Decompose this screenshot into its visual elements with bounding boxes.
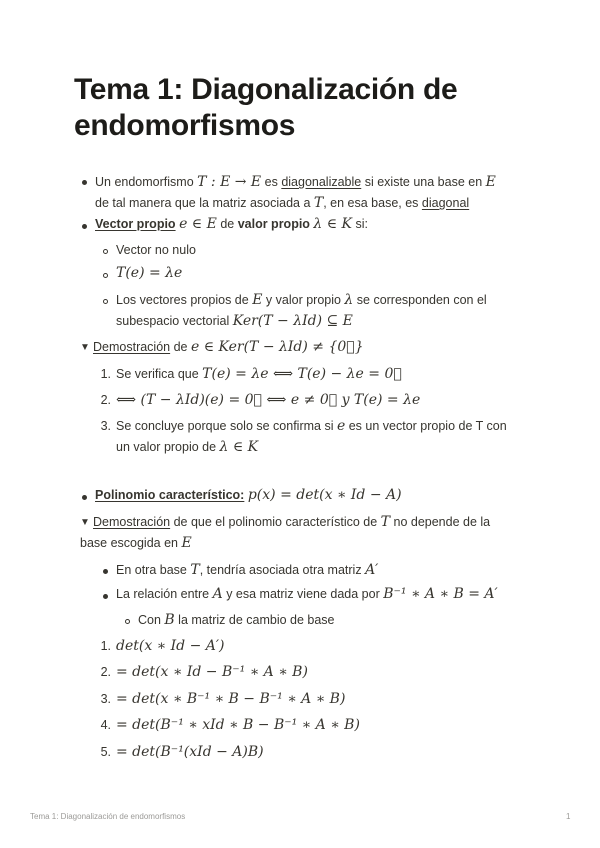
list-number: 2. [100, 665, 111, 679]
math: E [252, 292, 263, 308]
math: p(x) = det(x ∗ Id − A) [247, 487, 402, 503]
list-number: 3. [100, 692, 111, 706]
text: valor propio [237, 217, 310, 231]
polinomio-caracteristico [95, 485, 535, 506]
math: E [181, 535, 192, 551]
definition-endomorfismo [95, 172, 535, 214]
text: es un vector propio de T con [345, 419, 507, 433]
list-number: 5. [100, 745, 111, 759]
math: λ ∈ K [313, 216, 353, 232]
demostracion-link[interactable]: Demostración [93, 340, 171, 354]
bullet-dot-icon [103, 594, 108, 599]
circle-bullet-icon [103, 299, 108, 304]
text: Un endomorfismo [95, 175, 198, 189]
text: de [170, 340, 191, 354]
text: si existe una base en [361, 175, 486, 189]
math: λ [344, 292, 354, 308]
math: E [485, 174, 496, 190]
toggle-triangle-icon[interactable]: ▼ [80, 517, 90, 528]
text: subespacio vectorial [116, 314, 233, 328]
text: , tendría asociada otra matriz [199, 563, 366, 577]
list-number: 2. [100, 393, 111, 407]
list-number: 1. [100, 639, 111, 653]
text: y esa matriz viene dada por [222, 587, 384, 601]
text: es [261, 175, 282, 189]
text: de [216, 217, 238, 231]
text: y valor propio [262, 293, 345, 307]
list-number: 3. [100, 419, 111, 433]
text: de que el polinomio característico de [170, 515, 381, 529]
list-number: 1. [100, 367, 111, 381]
demostracion-toggle-2-cont [80, 533, 520, 554]
bullet-dot-icon [82, 224, 87, 229]
text: se corresponden con el [353, 293, 487, 307]
text: un valor propio de [116, 440, 220, 454]
circle-bullet-icon [125, 619, 130, 624]
text: Se concluye porque solo se confirma si [116, 419, 337, 433]
math: T [313, 195, 324, 211]
bullet-dot-icon [103, 569, 108, 574]
text: Se verifica que [116, 367, 203, 381]
page-title: Tema 1: Diagonalización de endomorfismos [74, 73, 458, 142]
step-formula: det(x ∗ Id − A′) [116, 638, 225, 654]
text: si: [352, 217, 369, 231]
polinomio-link[interactable]: Polinomio característico: [95, 488, 245, 502]
diagonalizable-link[interactable]: diagonalizable [281, 175, 362, 189]
text: la matriz de cambio de base [174, 613, 335, 627]
demostracion-toggle[interactable] [93, 337, 533, 358]
list-item [116, 560, 378, 581]
step-formula: = det(x ∗ Id − B⁻¹ ∗ A ∗ B) [116, 664, 308, 680]
math: e ∈ Ker(T − λId) ≠ {0⃗} [190, 339, 364, 355]
bullet-dot-icon [82, 180, 87, 185]
math: e ∈ E [179, 216, 217, 232]
list-item: ⟺ (T − λId)(e) = 0⃗ ⟺ e ≠ 0⃗ y T(e) = λe [116, 392, 421, 408]
list-item [116, 364, 402, 385]
circle-bullet-icon [103, 249, 108, 254]
math: T(e) = λe ⟺ T(e) − λe = 0⃗ [202, 366, 402, 382]
page-number: 1 [566, 812, 571, 821]
math: T [190, 562, 200, 578]
step-formula: = det(B⁻¹ ∗ xId ∗ B − B⁻¹ ∗ A ∗ B) [116, 717, 360, 733]
list-item: Vector no nulo [116, 243, 196, 257]
text: , en esa base, es [323, 196, 422, 210]
text: de tal manera que la matriz asociada a [95, 196, 314, 210]
math: B⁻¹ ∗ A ∗ B = A′ [383, 586, 498, 602]
math: A [212, 586, 223, 602]
math: λ ∈ K [219, 439, 259, 455]
demostracion-link[interactable]: Demostración [93, 515, 171, 529]
list-item: T(e) = λe [116, 265, 183, 281]
math: Ker(T − λId) ⊆ E [232, 313, 353, 329]
math: T [380, 514, 391, 530]
list-item [116, 416, 536, 458]
text: Los vectores propios de [116, 293, 253, 307]
list-item [116, 290, 536, 332]
bullet-dot-icon [82, 495, 87, 500]
circle-bullet-icon [103, 273, 108, 278]
list-item [116, 584, 498, 605]
list-item [138, 610, 335, 631]
text: no depende de la [390, 515, 491, 529]
vector-propio-heading [95, 214, 535, 235]
step-formula: = det(x ∗ B⁻¹ ∗ B − B⁻¹ ∗ A ∗ B) [116, 691, 346, 707]
text: En otra base [116, 563, 191, 577]
math: A′ [365, 562, 379, 578]
math: e [336, 418, 346, 434]
vector-propio-link[interactable]: Vector propio [95, 217, 176, 231]
text: base escogida en [80, 536, 182, 550]
footer-title: Tema 1: Diagonalización de endomorfismos [30, 812, 186, 821]
step-formula: = det(B⁻¹(xId − A)B) [116, 744, 264, 760]
math: B [164, 612, 175, 628]
text: La relación entre [116, 587, 213, 601]
list-number: 4. [100, 718, 111, 732]
demostracion-toggle-2[interactable] [93, 512, 533, 533]
text: Con [138, 613, 165, 627]
toggle-triangle-icon[interactable]: ▼ [80, 342, 90, 353]
diagonal-link[interactable]: diagonal [421, 196, 470, 210]
math: T : E → E [197, 174, 262, 190]
